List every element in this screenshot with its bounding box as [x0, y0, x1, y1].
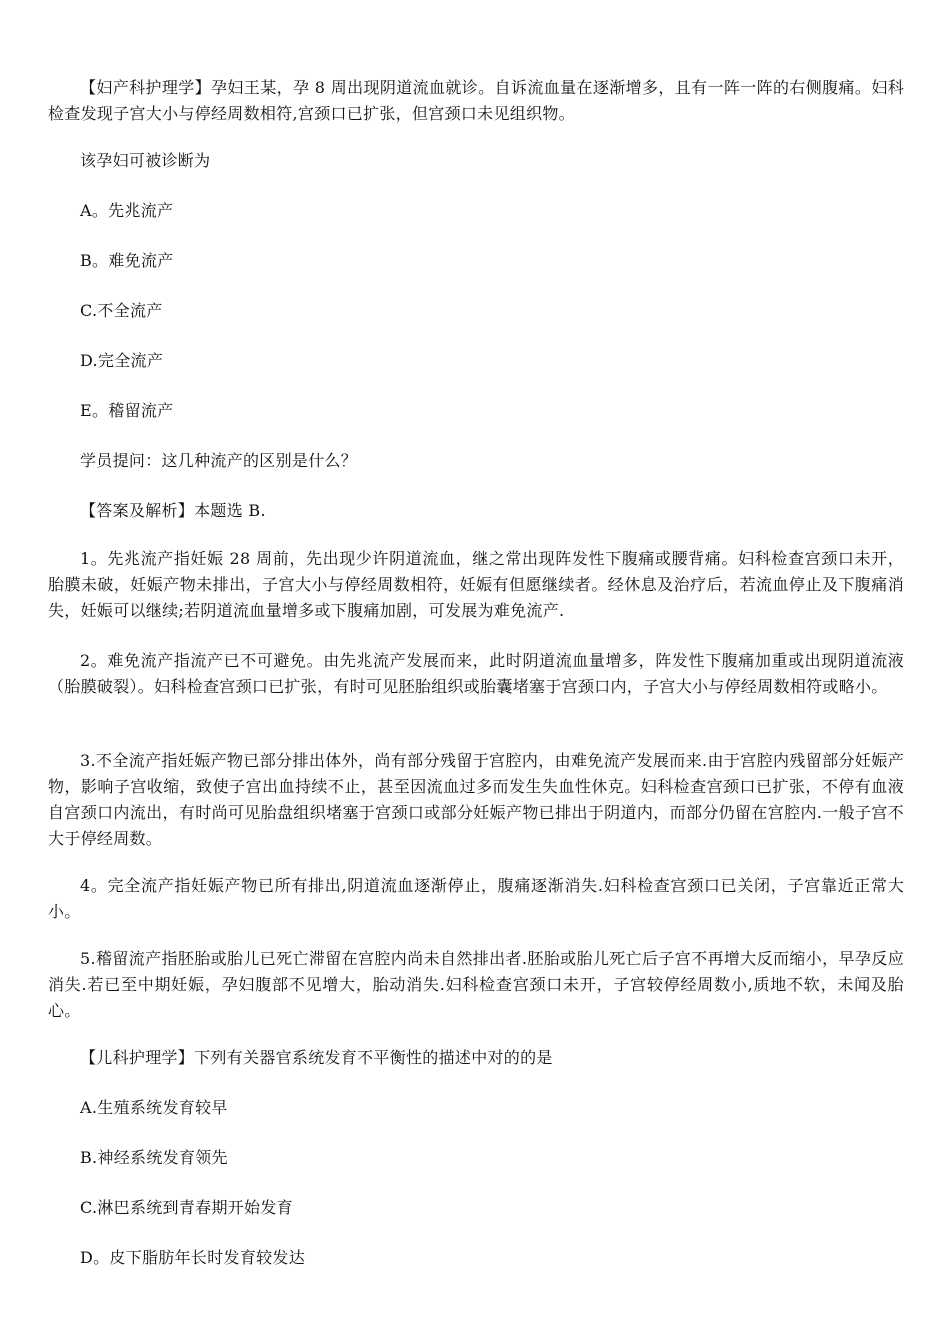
question-1-option-d: D.完全流产	[80, 351, 164, 370]
question-1-option-a: A。先兆流产	[80, 201, 174, 220]
question-1-option-b: B。难免流产	[80, 251, 174, 270]
question-2-option-d: D。皮下脂肪年长时发育较发达	[80, 1248, 306, 1267]
answer-heading: 【答案及解析】本题选 B.	[80, 501, 266, 520]
question-2-option-a: A.生殖系统发育较早	[80, 1098, 228, 1117]
explanation-3: 3.不全流产指妊娠产物已部分排出体外，尚有部分残留于宫腔内，由难免流产发展而来.由于宫腔内残留部分妊娠产物，影响子宫收缩，致使子宫出血持续不止，甚至因流血过多而发生失血性休克。妇科检查宫颈口已扩张，不停有血液自宫颈口内流出，有时尚可见胎盘组织堵塞于宫颈口或部分妊娠产物已排出于阴道内，而部分仍留在宫腔内.一般子宫不大于停经周数。	[48, 751, 904, 848]
explanation-1: 1。先兆流产指妊娠 28 周前，先出现少许阴道流血，继之常出现阵发性下腹痛或腰背痛。妇科检查宫颈口未开，胎膜未破，妊娠产物未排出，子宫大小与停经周数相符，妊娠有但愿继续者。经休息及治疗后，若流血停止及下腹痛消失，妊娠可以继续;若阴道流血量增多或下腹痛加剧，可发展为难免流产.	[48, 549, 904, 620]
question-2-option-c: C.淋巴系统到青春期开始发育	[80, 1198, 293, 1217]
student-question: 学员提问：这几种流产的区别是什么？	[80, 451, 358, 470]
question-1-stem: 【妇产科护理学】孕妇王某，孕 8 周出现阴道流血就诊。自诉流血量在逐渐增多，且有一阵一阵的右侧腹痛。妇科检查发现子宫大小与停经周数相符,宫颈口已扩张，但宫颈口未见组织物。	[48, 78, 904, 123]
question-2-option-b: B.神经系统发育领先	[80, 1148, 228, 1167]
explanation-2: 2。难免流产指流产已不可避免。由先兆流产发展而来，此时阴道流血量增多，阵发性下腹痛加重或出现阴道流液（胎膜破裂）。妇科检查宫颈口已扩张，有时可见胚胎组织或胎囊堵塞于宫颈口内，子宫大小与停经周数相符或略小。	[48, 651, 904, 696]
question-1-prompt: 该孕妇可被诊断为	[80, 151, 211, 170]
explanation-4: 4。完全流产指妊娠产物已所有排出,阴道流血逐渐停止，腹痛逐渐消失.妇科检查宫颈口已关闭，子宫靠近正常大小。	[48, 876, 904, 921]
question-2-stem: 【儿科护理学】下列有关器官系统发育不平衡性的描述中对的的是	[80, 1048, 553, 1067]
question-1-option-e: E。稽留流产	[80, 401, 174, 420]
explanation-5: 5.稽留流产指胚胎或胎儿已死亡滞留在宫腔内尚未自然排出者.胚胎或胎儿死亡后子宫不再增大反而缩小，早孕反应消失.若已至中期妊娠，孕妇腹部不见增大，胎动消失.妇科检查宫颈口未开，子宫较停经周数小,质地不软，未闻及胎心。	[48, 949, 904, 1020]
question-1-option-c: C.不全流产	[80, 301, 163, 320]
